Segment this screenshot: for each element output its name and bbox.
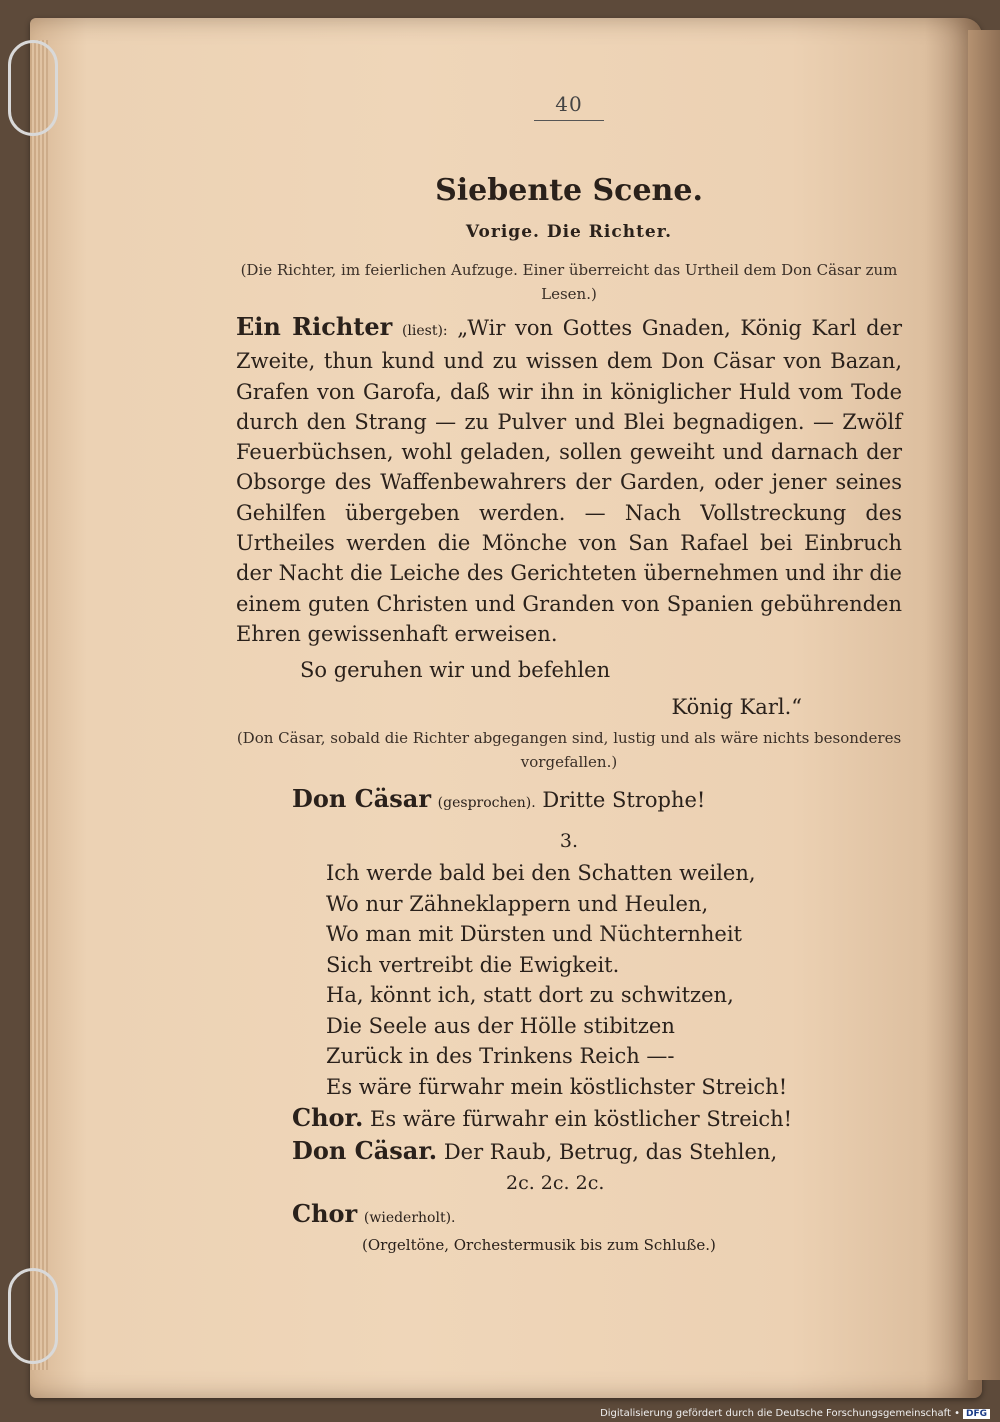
verse-line: Die Seele aus der Hölle stibitzen (326, 1013, 675, 1038)
richter-closing: So geruhen wir und befehlen (300, 658, 611, 683)
speech-richter (236, 312, 902, 649)
speaker-caesar: Don Cäsar (292, 783, 431, 813)
stage-direction-2: (Don Cäsar, sobald die Richter abgegangen sind, lustig und als wäre nichts besonderes vorgefallen.) (236, 728, 902, 771)
speaker-caesar-2: Don Cäsar. (292, 1136, 438, 1166)
aside-gesprochen: (gesprochen). (437, 794, 536, 811)
aside-liest: (liest): (401, 323, 448, 339)
page-number: 40 (555, 92, 583, 116)
speaker-chor: Chor. (292, 1103, 364, 1133)
speaker-chor-2: Chor (292, 1199, 358, 1229)
stage-direction-3: (Orgeltöne, Orchestermusik bis zum Schluße.) (362, 1236, 716, 1255)
verse-line: Es wäre fürwahr mein köstlichster Streich! (326, 1074, 788, 1099)
chor-line-1 (236, 1102, 902, 1135)
footer-text: Digitalisierung gefördert durch die Deutsche Forschungsgemeinschaft • (600, 1408, 960, 1419)
richter-signature: König Karl.“ (671, 694, 802, 719)
page-content (236, 92, 902, 1254)
speech-caesar-1 (236, 784, 902, 818)
chor-text: Es wäre fürwahr ein köstlicher Streich! (370, 1107, 793, 1132)
stage-direction-1: (Die Richter, im feierlichen Aufzuge. Einer überreicht das Urtheil dem Don Cäsar zum Lesen.) (240, 261, 898, 303)
speaker-richter: Ein Richter (236, 312, 393, 341)
chor-line-2 (236, 1198, 902, 1234)
page-number-rule (534, 120, 604, 121)
caesar-text-1: Dritte Strophe! (542, 787, 706, 812)
verse-line: Ha, könnt ich, statt dort zu schwitzen, (326, 983, 734, 1008)
verse-block (236, 858, 902, 1102)
caesar-line-2 (236, 1135, 902, 1168)
caesar-text-2: Der Raub, Betrug, das Stehlen, (443, 1140, 778, 1165)
verse-line: Ich werde bald bei den Schatten weilen, (326, 861, 756, 886)
verse-line: Zurück in des Trinkens Reich —- (326, 1044, 675, 1069)
verse-line: Wo man mit Dürsten und Nüchternheit (326, 922, 742, 947)
digitization-footer (600, 1408, 990, 1419)
dfg-logo: DFG (963, 1409, 990, 1419)
richter-text: „Wir von Gottes Gnaden, König Karl der Zweite, thun kund und zu wissen dem Don Cäsar von Bazan, Grafen von Garofa, daß wir ihn in königlicher Huld vom Tode durch den Strang — zu Pulver und Blei begnadigen. — Zwölf Feuerbüchsen, wohl geladen, sollen geweiht und darnach der Obsorge des Waffenbewahrers der Garden, oder jener seines Gehilfen übergeben werden. — Nach Vollstreckung des Urtheiles werden die Mönche von San Rafael bei Einbruch der Nacht die Leiche des Gerichteten übernehmen und ihr die einem guten Christen und Granden von Spanien gebührenden Ehren gewissenhaft erweisen. (236, 316, 902, 646)
page-edge (30, 40, 48, 1370)
etcetera: 2c. 2c. 2c. (506, 1172, 605, 1195)
next-page-strip (968, 30, 1000, 1380)
scene-persons: Vorige. Die Richter. (465, 222, 673, 242)
verse-line: Sich vertreibt die Ewigkeit. (326, 952, 620, 977)
binding-ring-bottom (8, 1268, 58, 1364)
verse-number: 3. (559, 830, 579, 853)
aside-wiederholt: (wiederholt). (363, 1210, 456, 1227)
binding-ring-top (8, 40, 58, 136)
verse-line: Wo nur Zähneklappern und Heulen, (326, 891, 709, 916)
scene-title: Siebente Scene. (435, 173, 703, 208)
